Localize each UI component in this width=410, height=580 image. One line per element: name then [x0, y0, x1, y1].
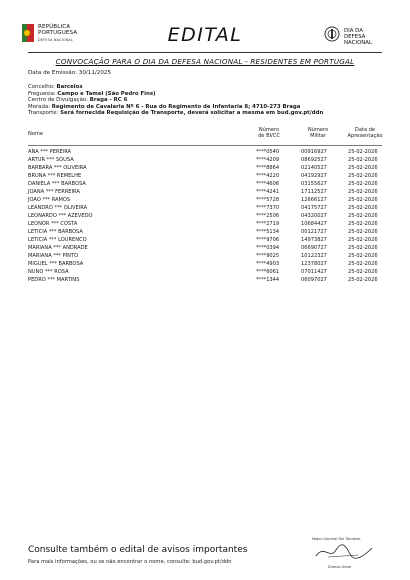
freguesia-value: Campo e Tamel (São Pedro Fins): [57, 90, 156, 97]
cell-data: 25-02-2026: [348, 173, 378, 179]
cell-bi: ****2506: [256, 213, 280, 219]
cell-nome: MARIANA *** PINTO: [28, 253, 79, 259]
cell-nome: DANIELA *** BARBOSA: [28, 181, 86, 187]
cell-bi: ****9025: [256, 253, 280, 259]
cell-nome: LEONARDO *** AZEVEDO: [28, 213, 93, 219]
cell-nome: LETICIA *** BARBOSA: [28, 229, 83, 235]
cell-nome: MIGUEL *** BARBOSA: [28, 261, 84, 267]
cell-nome: MARIANA *** ANDRADE: [28, 245, 88, 251]
concelho-row: [28, 84, 323, 91]
cell-data: 25-02-2026: [348, 269, 378, 275]
transporte-label: Transporte:: [28, 110, 59, 117]
cell-militar: 17112527: [301, 189, 327, 195]
cell-bi: ****8864: [256, 165, 280, 171]
cell-militar: 06690727: [301, 245, 327, 251]
emission-date: Data de Emissão: 30/11/2025: [28, 70, 112, 76]
cell-militar: 08692527: [301, 157, 327, 163]
cell-nome: LEANDRO *** OLIVEIRA: [28, 205, 88, 211]
cell-militar: 07011427: [301, 269, 327, 275]
col-header-militar-line2: Militar: [310, 132, 326, 139]
cell-data: 25-02-2026: [348, 253, 378, 259]
table-row: [28, 148, 382, 156]
table-row: [28, 252, 382, 260]
ddn-line1: DIA DA: [344, 28, 363, 34]
table-row: [28, 220, 382, 228]
table-row: [28, 276, 382, 284]
cell-bi: ****6061: [256, 269, 280, 275]
col-header-data: [346, 128, 384, 139]
signature-name: Major-General Rui Tandeiro: [312, 537, 361, 541]
cell-data: 25-02-2026: [348, 181, 378, 187]
col-header-data-line2: Apresentação: [347, 132, 383, 139]
signature-title: Diretor-Geral: [328, 565, 352, 569]
cell-militar: 10122327: [301, 253, 327, 259]
morada-label: Morada:: [28, 103, 51, 110]
col-header-bi: [254, 128, 284, 139]
cell-bi: ****4606: [256, 181, 280, 187]
table-row: [28, 188, 382, 196]
centro-label: Centro de Divulgação:: [28, 97, 89, 104]
cell-data: 25-02-2026: [348, 261, 378, 267]
footer-title: Consulte também o edital de avisos importantes: [28, 545, 248, 555]
cell-bi: ****4241: [256, 189, 280, 195]
cell-militar: 00121727: [301, 229, 327, 235]
cell-nome: PEDRO *** MARTINS: [28, 277, 80, 283]
cell-nome: LETICIA *** LOURENCO: [28, 237, 87, 243]
page-title: EDITAL: [167, 24, 243, 46]
cell-militar: 10684427: [301, 221, 327, 227]
cell-data: 25-02-2026: [348, 165, 378, 171]
cell-bi: ****5134: [256, 229, 280, 235]
cell-data: 25-02-2026: [348, 213, 378, 219]
freguesia-row: [28, 91, 323, 98]
col-header-nome: Nome: [28, 131, 44, 137]
centro-row: [28, 97, 323, 104]
cell-data: 25-02-2026: [348, 205, 378, 211]
cell-data: 25-02-2026: [348, 221, 378, 227]
republica-subtitle: DEFESA NACIONAL: [38, 38, 74, 42]
cell-nome: JOAO *** RAMOS: [28, 197, 71, 203]
cell-bi: ****0394: [256, 245, 280, 251]
col-header-data-line1: Data de: [354, 127, 376, 133]
cell-bi: ****1344: [256, 277, 280, 283]
republica-line1: REPÚBLICA: [38, 24, 71, 30]
convocation-heading: CONVOCAÇÃO PARA O DIA DA DEFESA NACIONAL - RESIDENTES EM PORTUGAL: [55, 57, 355, 66]
table-row: [28, 172, 382, 180]
cell-data: 25-02-2026: [348, 245, 378, 251]
ddn-name: [344, 28, 388, 46]
table-body: [28, 148, 382, 284]
cell-data: 25-02-2026: [348, 277, 378, 283]
cell-data: 25-02-2026: [348, 189, 378, 195]
table-header-divider: [28, 145, 382, 146]
cell-militar: 12378027: [301, 261, 327, 267]
col-header-militar-line1: Número: [307, 127, 329, 133]
centro-value: Braga - RC 6: [89, 97, 128, 104]
table-row: [28, 204, 382, 212]
header: [0, 0, 410, 52]
cell-militar: 04175727: [301, 205, 327, 211]
col-header-bi-line2: de BI/CC: [258, 132, 280, 139]
signature-block: [304, 532, 384, 572]
cell-nome: BARBARA *** OLIVEIRA: [28, 165, 87, 171]
cell-militar: 02140527: [301, 165, 327, 171]
cell-nome: LEONOR *** COSTA: [28, 221, 78, 227]
cell-bi: ****4903: [256, 261, 280, 267]
ddn-logo: [324, 26, 388, 46]
table-row: [28, 260, 382, 268]
cell-bi: ****7370: [256, 205, 280, 211]
cell-bi: ****2719: [256, 221, 280, 227]
table-row: [28, 236, 382, 244]
table-row: [28, 244, 382, 252]
cell-bi: ****4220: [256, 173, 280, 179]
table-row: [28, 268, 382, 276]
cell-data: 25-02-2026: [348, 149, 378, 155]
cell-data: 25-02-2026: [348, 237, 378, 243]
cell-militar: 06097027: [301, 277, 327, 283]
header-divider: [28, 52, 382, 53]
cell-nome: JOANA *** FERREIRA: [28, 189, 80, 195]
concelho-label: Concelho:: [28, 84, 55, 90]
cell-bi: ****0540: [256, 149, 280, 155]
cell-militar: 14973827: [301, 237, 327, 243]
cell-bi: ****4209: [256, 157, 280, 163]
cell-militar: 12666127: [301, 197, 327, 203]
transporte-row: [28, 110, 323, 117]
concelho-value: Barcelos: [56, 84, 83, 90]
table-row: [28, 164, 382, 172]
cell-data: 25-02-2026: [348, 157, 378, 163]
freguesia-label: Freguesia:: [28, 90, 56, 97]
cell-militar: 00916927: [301, 149, 327, 155]
cell-militar: 04320027: [301, 213, 327, 219]
cell-bi: ****5728: [256, 197, 280, 203]
cell-nome: NUNO *** ROSA: [28, 269, 69, 275]
cell-nome: ANA *** PEREIRA: [28, 149, 72, 155]
ddn-emblem-icon: [324, 26, 340, 42]
cell-nome: BRUNA *** REMELHE: [28, 173, 82, 179]
table-row: [28, 156, 382, 164]
table-row: [28, 180, 382, 188]
republica-line2: PORTUGUESA: [38, 30, 78, 36]
cell-bi: ****9706: [256, 237, 280, 243]
col-header-bi-line1: Número: [258, 127, 280, 133]
table-row: [28, 196, 382, 204]
ddn-line2: DEFESA NACIONAL: [344, 34, 372, 46]
footer-subtitle: Para mais informações, ou se não encontrar o nome, consulte: bud.gov.pt/ddn: [28, 559, 232, 565]
cell-nome: ARTUR *** SOUSA: [28, 157, 74, 163]
cell-militar: 04192927: [301, 173, 327, 179]
location-details: [28, 84, 323, 117]
col-header-militar: [300, 128, 336, 139]
morada-value: Regimento de Cavalaria Nº 6 - Rua do Regimento de Infantaria 8; 4710-273 Braga: [51, 103, 301, 110]
table-row: [28, 212, 382, 220]
cell-data: 25-02-2026: [348, 197, 378, 203]
transporte-value: Será fornecida Requisição de Transporte, deverá solicitar a mesma em bud.gov.pt/ddn: [60, 110, 324, 117]
table-row: [28, 228, 382, 236]
cell-data: 25-02-2026: [348, 229, 378, 235]
signature-icon: [314, 542, 374, 562]
cell-militar: 03155627: [301, 181, 327, 187]
